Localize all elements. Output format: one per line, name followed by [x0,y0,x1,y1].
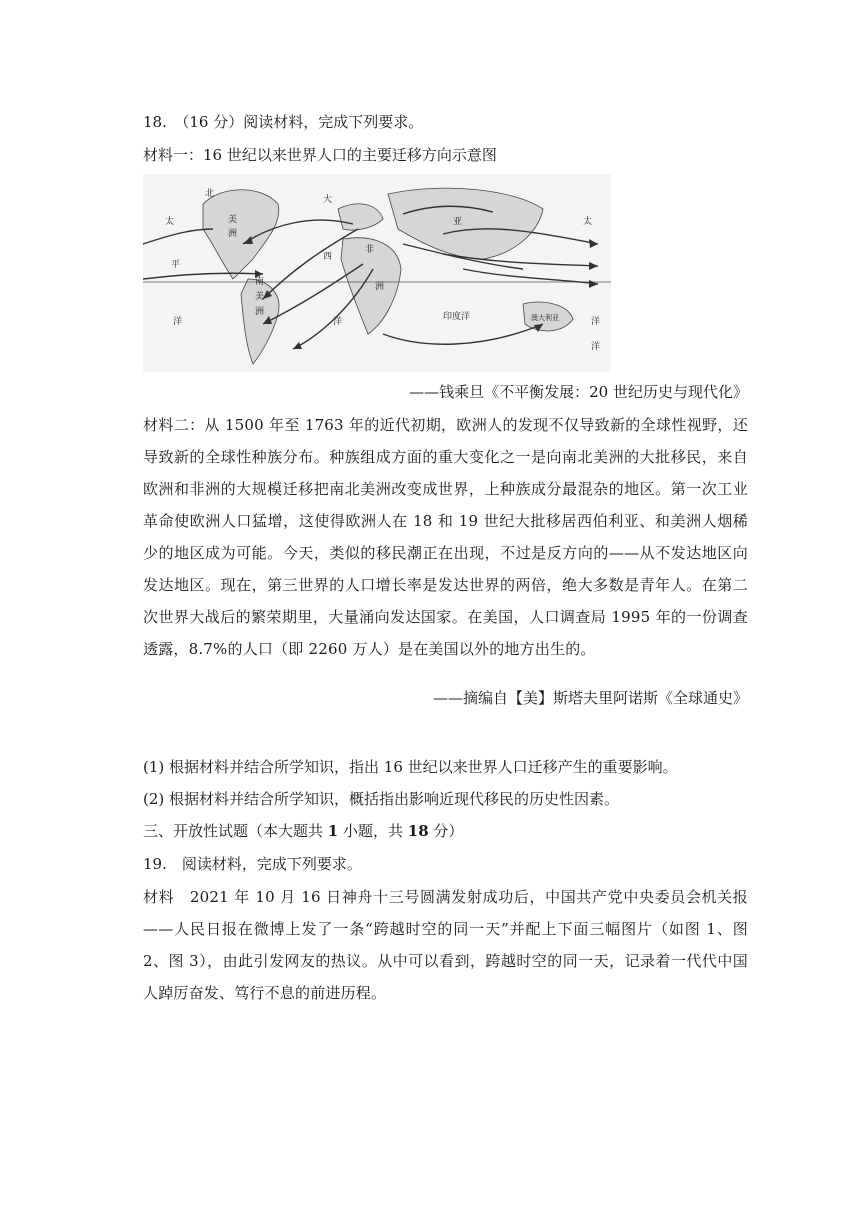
section3-suffix: 分） [428,822,464,840]
map-label: 洋 [173,317,183,327]
map-label: 太 [583,217,593,227]
map-label: 洋 [591,342,601,352]
map-label: 洋 [333,317,343,327]
map-label: 西 [323,252,333,262]
map-label: 亚 [453,217,463,227]
map-label: 洋 [591,317,601,327]
map-label: 美 [255,292,265,302]
europe-shape [338,204,383,230]
section3-score: 18 [407,822,429,840]
material1-title: 材料一：16 世纪以来世界人口的主要迁移方向示意图 [143,146,497,164]
section3-prefix: 三、开放性试题（本大题共 [143,822,328,840]
migration-map [143,174,611,372]
q18-title: 18. （16 分）阅读材料，完成下列要求。 [143,113,424,131]
map-label: 澳大利亚 [531,314,559,322]
q19-material: 材料 2021 年 10 月 16 日神舟十三号圆满发射成功后，中国共产党中央委员会机关报——人民日报在微博上发了一条“跨越时空的同一天”并配上下面三幅图片（如图 1、图 2、图 3），由此引发网友的热议。从中可以看到，跨越时空的同一天，记录着一代代中国人踔厉奋发、笃行不息的前进历程。 [143,888,748,1002]
map-label: 洲 [375,282,385,292]
map-label: 南 [255,277,265,287]
map-label: 非 [365,245,375,255]
map-label: 平 [171,260,181,270]
asia-shape [388,188,543,259]
map-label: 大 [323,195,333,205]
section3-middle: 小题，共 [338,822,408,840]
map-label: 印度洋 [443,312,471,322]
map-label: 太 [165,217,175,227]
q18-sub2: (2) 根据材料并结合所学知识，概括指出影响近现代移民的历史性因素。 [143,790,620,808]
section3-count: 1 [327,822,339,840]
q19-title: 19. 阅读材料，完成下列要求。 [143,855,362,873]
map-label: 洲 [228,229,238,239]
citation-1: ——钱乘旦《不平衡发展：20 世纪历史与现代化》 [409,383,748,401]
north-america-shape [203,190,279,279]
map-label: 北 [205,189,215,199]
q18-sub1: (1) 根据材料并结合所学知识，指出 16 世纪以来世界人口迁移产生的重要影响。 [143,758,678,776]
section3-heading [143,821,463,841]
map-label: 洲 [255,307,265,317]
map-label: 美 [228,215,238,225]
material2-text: 材料二：从 1500 年至 1763 年的近代初期，欧洲人的发现不仅导致新的全球性视野，还导致新的全球性种族分布。种族组成方面的重大变化之一是向南北美洲的大批移民，来自欧洲和非洲的大规模迁移把南北美洲改变成世界，上种族成分最混杂的地区。第一次工业革命使欧洲人口猛增，这使得欧洲人在 18 和 19 世纪大批移居西伯利亚、和美洲人烟稀少的地区成为可能。今天，类似的移民潮正在出现，不过是反方向的——从不发达地区向发达地区。现在，第三世界的人口增长率是发达世界的两倍，绝大多数是青年人。在第二次世界大战后的繁荣期里，大量涌向发达国家。在美国，人口调查局 1995 年的一份调查透露，8.7%的人口（即 2260 万人）是在美国以外的地方出生的。 [143,416,748,658]
citation-2: ——摘编自【美】斯塔夫里阿诺斯《全球通史》 [432,689,748,707]
